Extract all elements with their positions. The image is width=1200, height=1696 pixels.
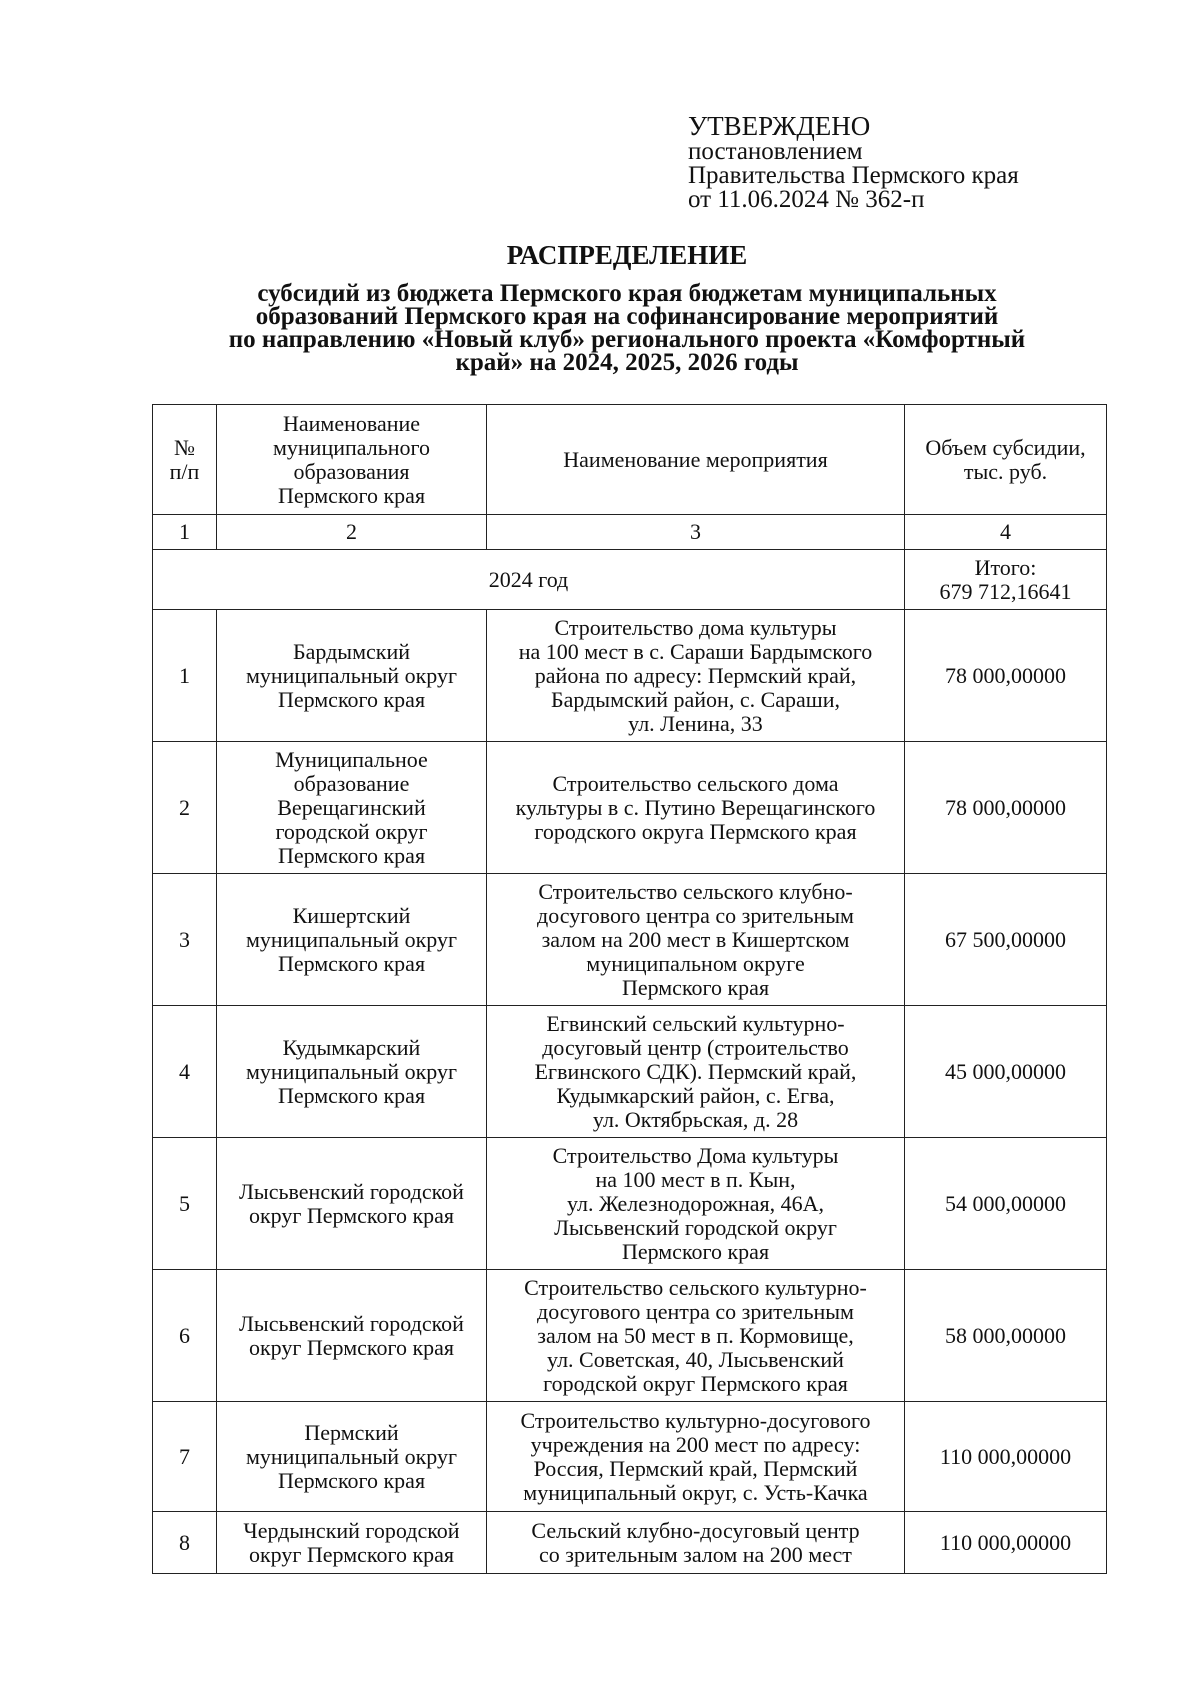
header-municipality: Наименование муниципального образования Пермского края (217, 405, 487, 515)
table-row (153, 1006, 1107, 1138)
subsidy-table (152, 404, 1107, 1574)
table-row (153, 742, 1107, 874)
row-num: 5 (153, 1138, 217, 1270)
row-amount: 54 000,00000 (905, 1138, 1107, 1270)
row-amount: 78 000,00000 (905, 610, 1107, 742)
row-amount: 110 000,00000 (905, 1402, 1107, 1512)
table-row (153, 1138, 1107, 1270)
approval-line: постановлением (688, 138, 863, 165)
row-event: Строительство сельского культурно- досугового центра со зрительным залом на 50 мест в п. Кормовище, ул. Советская, 40, Лысьвенский городской округ Пермского края (487, 1270, 905, 1402)
subtitle-line: образований Пермского края на софинансирование мероприятий (255, 303, 999, 330)
approval-stamp (688, 112, 1108, 212)
row-amount: 58 000,00000 (905, 1270, 1107, 1402)
subtitle-line: субсидий из бюджета Пермского края бюджетам муниципальных (257, 280, 997, 307)
row-num: 2 (153, 742, 217, 874)
column-index-row (153, 515, 1107, 550)
row-municipality: Пермский муниципальный округ Пермского края (217, 1402, 487, 1512)
row-event: Строительство сельского дома культуры в с. Путино Верещагинского городского округа Пермского края (487, 742, 905, 874)
row-municipality: Кишертский муниципальный округ Пермского края (217, 874, 487, 1006)
row-amount: 110 000,00000 (905, 1512, 1107, 1574)
table-row (153, 1402, 1107, 1512)
row-event: Строительство сельского клубно- досугового центра со зрительным залом на 200 мест в Кишертском муниципальном округе Пермского края (487, 874, 905, 1006)
row-municipality: Лысьвенский городской округ Пермского края (217, 1270, 487, 1402)
row-num: 1 (153, 610, 217, 742)
row-municipality: Лысьвенский городской округ Пермского края (217, 1138, 487, 1270)
table-row (153, 1512, 1107, 1574)
column-index: 3 (487, 515, 905, 550)
document-title: РАСПРЕДЕЛЕНИЕ (506, 240, 748, 270)
row-num: 6 (153, 1270, 217, 1402)
table-row (153, 874, 1107, 1006)
approval-date-number: от 11.06.2024 № 362-п (688, 186, 925, 213)
row-amount: 78 000,00000 (905, 742, 1107, 874)
table-header-row (153, 405, 1107, 515)
row-event: Сельский клубно-досуговый центр со зрительным залом на 200 мест (487, 1512, 905, 1574)
row-amount: 45 000,00000 (905, 1006, 1107, 1138)
table-row (153, 1270, 1107, 1402)
subtitle-line: край» на 2024, 2025, 2026 годы (455, 349, 799, 376)
document-subtitle (150, 282, 1104, 374)
row-municipality: Чердынский городской округ Пермского края (217, 1512, 487, 1574)
header-event: Наименование мероприятия (487, 405, 905, 515)
column-index: 4 (905, 515, 1107, 550)
row-event: Строительство культурно-досугового учреждения на 200 мест по адресу: Россия, Пермский край, Пермский муниципальный округ, с. Усть-Качка (487, 1402, 905, 1512)
header-amount: Объем субсидии, тыс. руб. (905, 405, 1107, 515)
row-num: 3 (153, 874, 217, 1006)
column-index: 1 (153, 515, 217, 550)
row-event: Строительство Дома культуры на 100 мест в п. Кын, ул. Железнодорожная, 46А, Лысьвенский городской округ Пермского края (487, 1138, 905, 1270)
row-num: 7 (153, 1402, 217, 1512)
approval-line: Правительства Пермского края (688, 162, 1019, 189)
row-event: Строительство дома культуры на 100 мест в с. Сараши Бардымского района по адресу: Пермский край, Бардымский район, с. Сараши, ул. Ленина, 33 (487, 610, 905, 742)
approval-title: УТВЕРЖДЕНО (688, 111, 871, 141)
row-amount: 67 500,00000 (905, 874, 1107, 1006)
row-event: Егвинский сельский культурно- досуговый центр (строительство Егвинского СДК). Пермский край, Кудымкарский район, с. Егва, ул. Октябрьская, д. 28 (487, 1006, 905, 1138)
year-total: Итого: 679 712,16641 (905, 550, 1107, 610)
row-municipality: Бардымский муниципальный округ Пермского края (217, 610, 487, 742)
subtitle-line: по направлению «Новый клуб» регионального проекта «Комфортный (228, 326, 1026, 353)
column-index: 2 (217, 515, 487, 550)
table-row (153, 610, 1107, 742)
year-row (153, 550, 1107, 610)
header-num: № п/п (153, 405, 217, 515)
row-num: 8 (153, 1512, 217, 1574)
row-municipality: Муниципальное образование Верещагинский городской округ Пермского края (217, 742, 487, 874)
row-num: 4 (153, 1006, 217, 1138)
row-municipality: Кудымкарский муниципальный округ Пермского края (217, 1006, 487, 1138)
year-label: 2024 год (153, 550, 905, 610)
